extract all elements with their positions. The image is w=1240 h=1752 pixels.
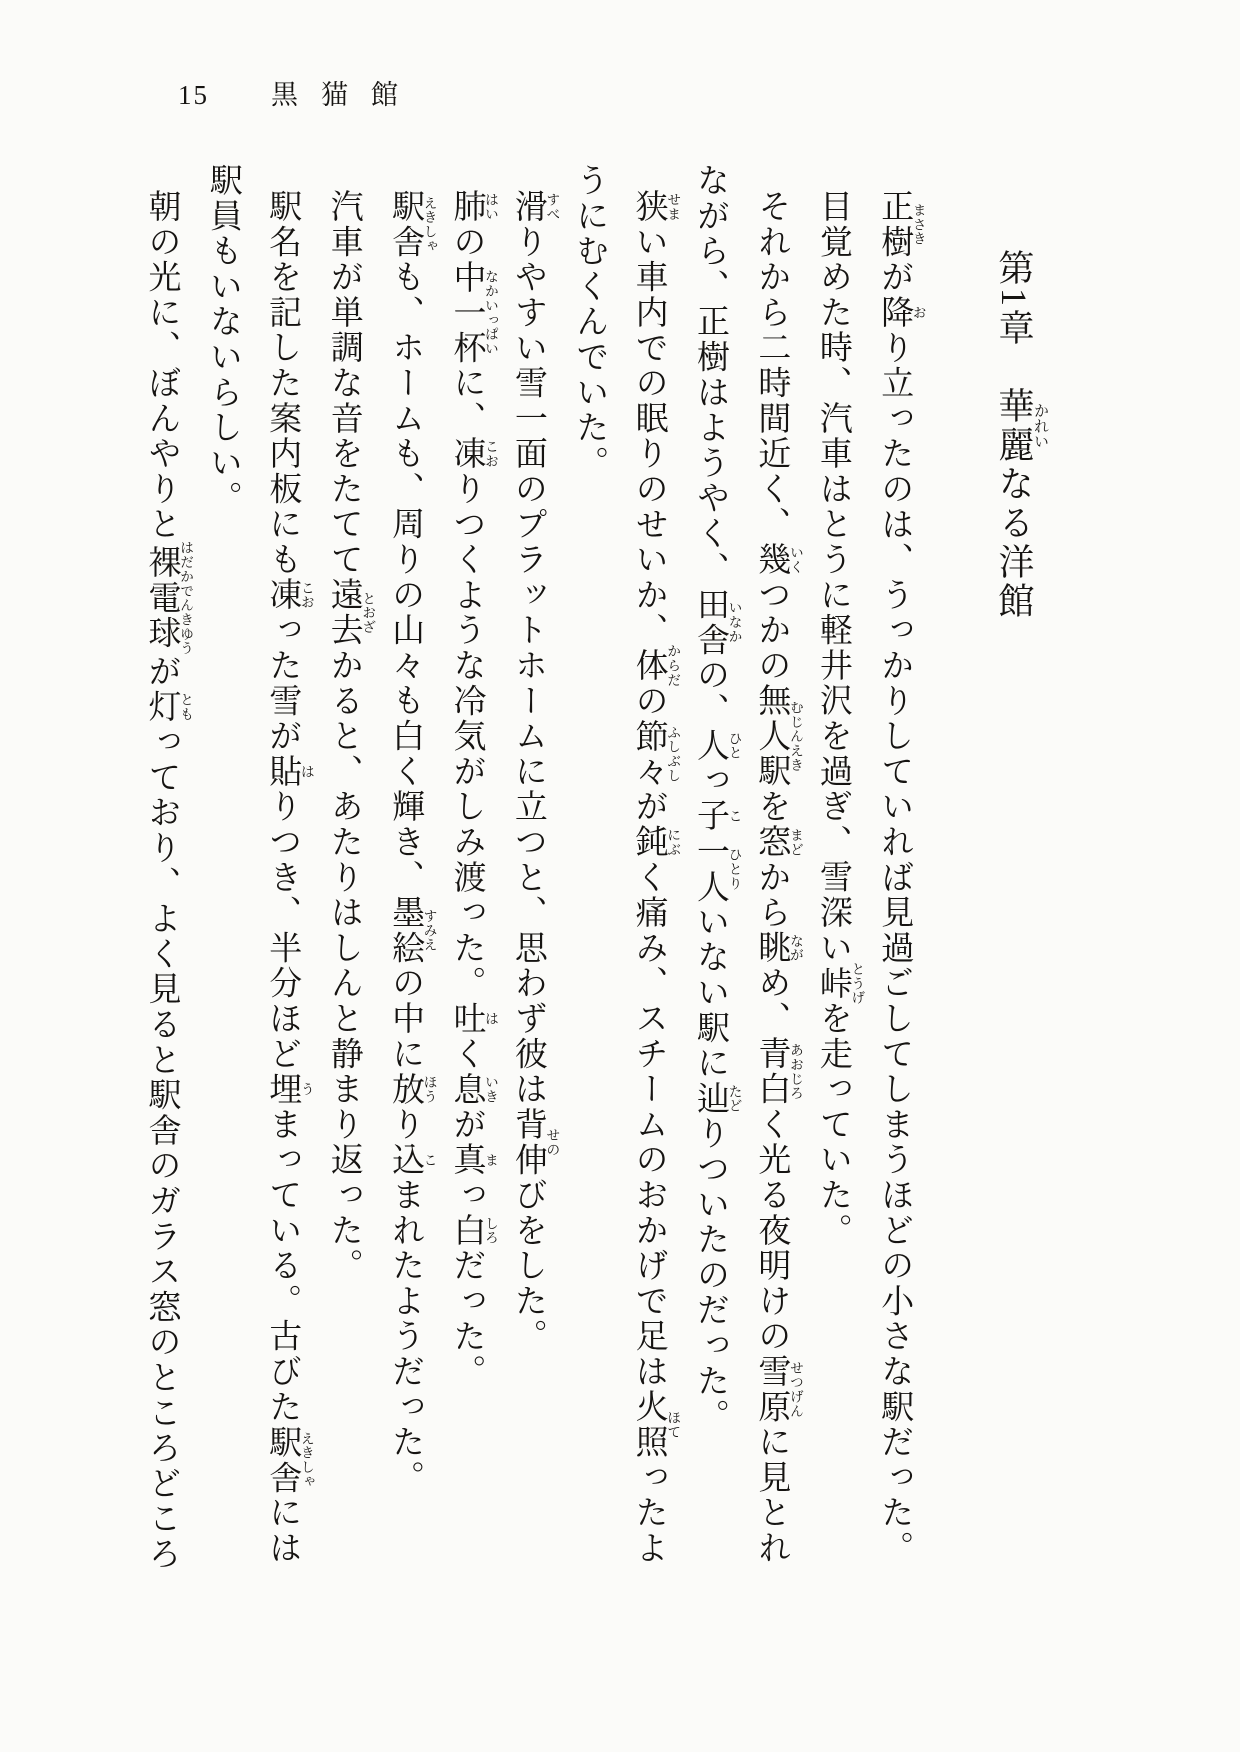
ruby-annotated-text: 背伸せの (509, 1106, 560, 1178)
ruby-annotated-text: 貼は (264, 753, 314, 790)
ruby-annotated-text: 火照ほて (630, 1389, 681, 1460)
page-number: 15 (178, 80, 209, 110)
ruby-annotated-text: 中一杯なかいっぱい (448, 259, 498, 366)
text-column: 汽車が単調な音をたてて遠去とおざかると、あたりはしんと静まり返った。 (325, 189, 376, 1284)
ruby-annotated-text: 雪原せつげん (753, 1354, 803, 1425)
text-column: 肺はいの中一杯なかいっぱいに、凍こおりつくような冷気がしみ渡った。吐はく息いきが真まっ白しろだった。 (448, 189, 498, 1390)
ruby-annotated-text: 裸電球はだかでんきゆう (143, 540, 194, 656)
ruby-annotated-text: 駅舎えきしゃ (264, 1424, 314, 1496)
text-column: それから二時間近く、幾いくつかの無人駅むじんえきを窓まどから眺ながめ、青白あおじろく光る夜明けの雪原せつげんに見とれ (753, 189, 803, 1566)
ruby-annotated-text: 駅舎えきしゃ (387, 189, 437, 260)
ruby-annotated-text: 華麗かれい (994, 387, 1048, 465)
text-column: 狭せまい車内での眠りのせいか、体からだの節々ふしぶしが鈍にぶく痛み、スチームのおかげで足は火照ほてったよ (630, 189, 681, 1566)
ruby-annotated-text: 体からだ (630, 644, 681, 688)
ruby-annotated-text: 白しろ (448, 1212, 498, 1249)
text-column: うにむくんでいた。 (571, 163, 608, 481)
text-column: 目覚めた時、汽車はとうに軽井沢を過ぎ、雪深い峠とうげを走っていた。 (814, 189, 865, 1249)
ruby-annotated-text: 子こ (692, 798, 742, 834)
ruby-annotated-text: 辿たど (692, 1080, 742, 1117)
ruby-annotated-text: 人ひと (692, 727, 742, 764)
text-column: 駅員もいないらしい。 (204, 163, 241, 516)
ruby-annotated-text: 埋う (264, 1071, 314, 1107)
ruby-annotated-text: 吐は (448, 1000, 498, 1037)
running-header (178, 82, 421, 109)
ruby-annotated-text: 鈍にぶ (630, 824, 681, 860)
ruby-annotated-text: 凍こお (264, 577, 314, 613)
ruby-annotated-text: 青白あおじろ (753, 1036, 803, 1107)
ruby-annotated-text: 滑すべ (509, 189, 560, 225)
ruby-annotated-text: 込こ (387, 1142, 437, 1178)
ruby-annotated-text: 息いき (448, 1071, 498, 1107)
text-column: 滑すべりやすい雪一面のプラットホームに立つと、思わず彼は背伸せのびをした。 (509, 189, 560, 1354)
text-column: 駅名を記した案内板にも凍こおった雪が貼はりつき、半分ほど埋うまっている。古びた駅舎えきしゃには (264, 189, 314, 1566)
text-block (131, 163, 1048, 1581)
ruby-annotated-text: 狭せま (630, 189, 681, 225)
ruby-annotated-text: 田舎いなか (692, 586, 742, 658)
chapter-heading: 第1章 華麗かれいなる洋館 (994, 249, 1048, 621)
ruby-annotated-text: 放ほう (387, 1071, 437, 1107)
ruby-annotated-text: 峠とうげ (814, 961, 865, 1005)
text-column: 朝の光に、ぼんやりと裸電球はだかでんきゆうが灯ともっており、よく見ると駅舎のガラス窓のところどころ (143, 189, 194, 1572)
text-column: 正樹まさきが降おり立ったのは、うっかりしていれば見過ごしてしまうほどの小さな駅だった。 (876, 189, 926, 1566)
ruby-annotated-text: 灯とも (143, 689, 194, 725)
running-title: 黒猫館 (271, 80, 421, 110)
ruby-annotated-text: 遠去とおざ (325, 577, 376, 648)
ruby-annotated-text: 真ま (448, 1142, 498, 1178)
ruby-annotated-text: 窓まど (753, 824, 803, 860)
text-column: 駅舎えきしゃも、ホームも、周りの山々も白く輝き、墨絵すみえの中に放ほうり込こまれたようだった。 (387, 189, 437, 1496)
ruby-annotated-text: 無人駅むじんえき (753, 683, 803, 790)
ruby-annotated-text: 肺はい (448, 189, 498, 225)
text-column: ながら、正樹はようやく、田舎いなかの、人ひとっ子こ一人ひとりいない駅に辿たどりついたのだった。 (692, 163, 742, 1434)
ruby-annotated-text: 降お (876, 294, 926, 331)
ruby-annotated-text: 一人ひとり (692, 833, 742, 905)
ruby-annotated-text: 正樹まさき (876, 189, 926, 260)
ruby-annotated-text: 幾いく (753, 542, 803, 578)
ruby-annotated-text: 凍こお (448, 436, 498, 472)
ruby-annotated-text: 墨絵すみえ (387, 895, 437, 966)
ruby-annotated-text: 節々ふしぶし (630, 718, 681, 790)
ruby-annotated-text: 眺なが (753, 930, 803, 966)
